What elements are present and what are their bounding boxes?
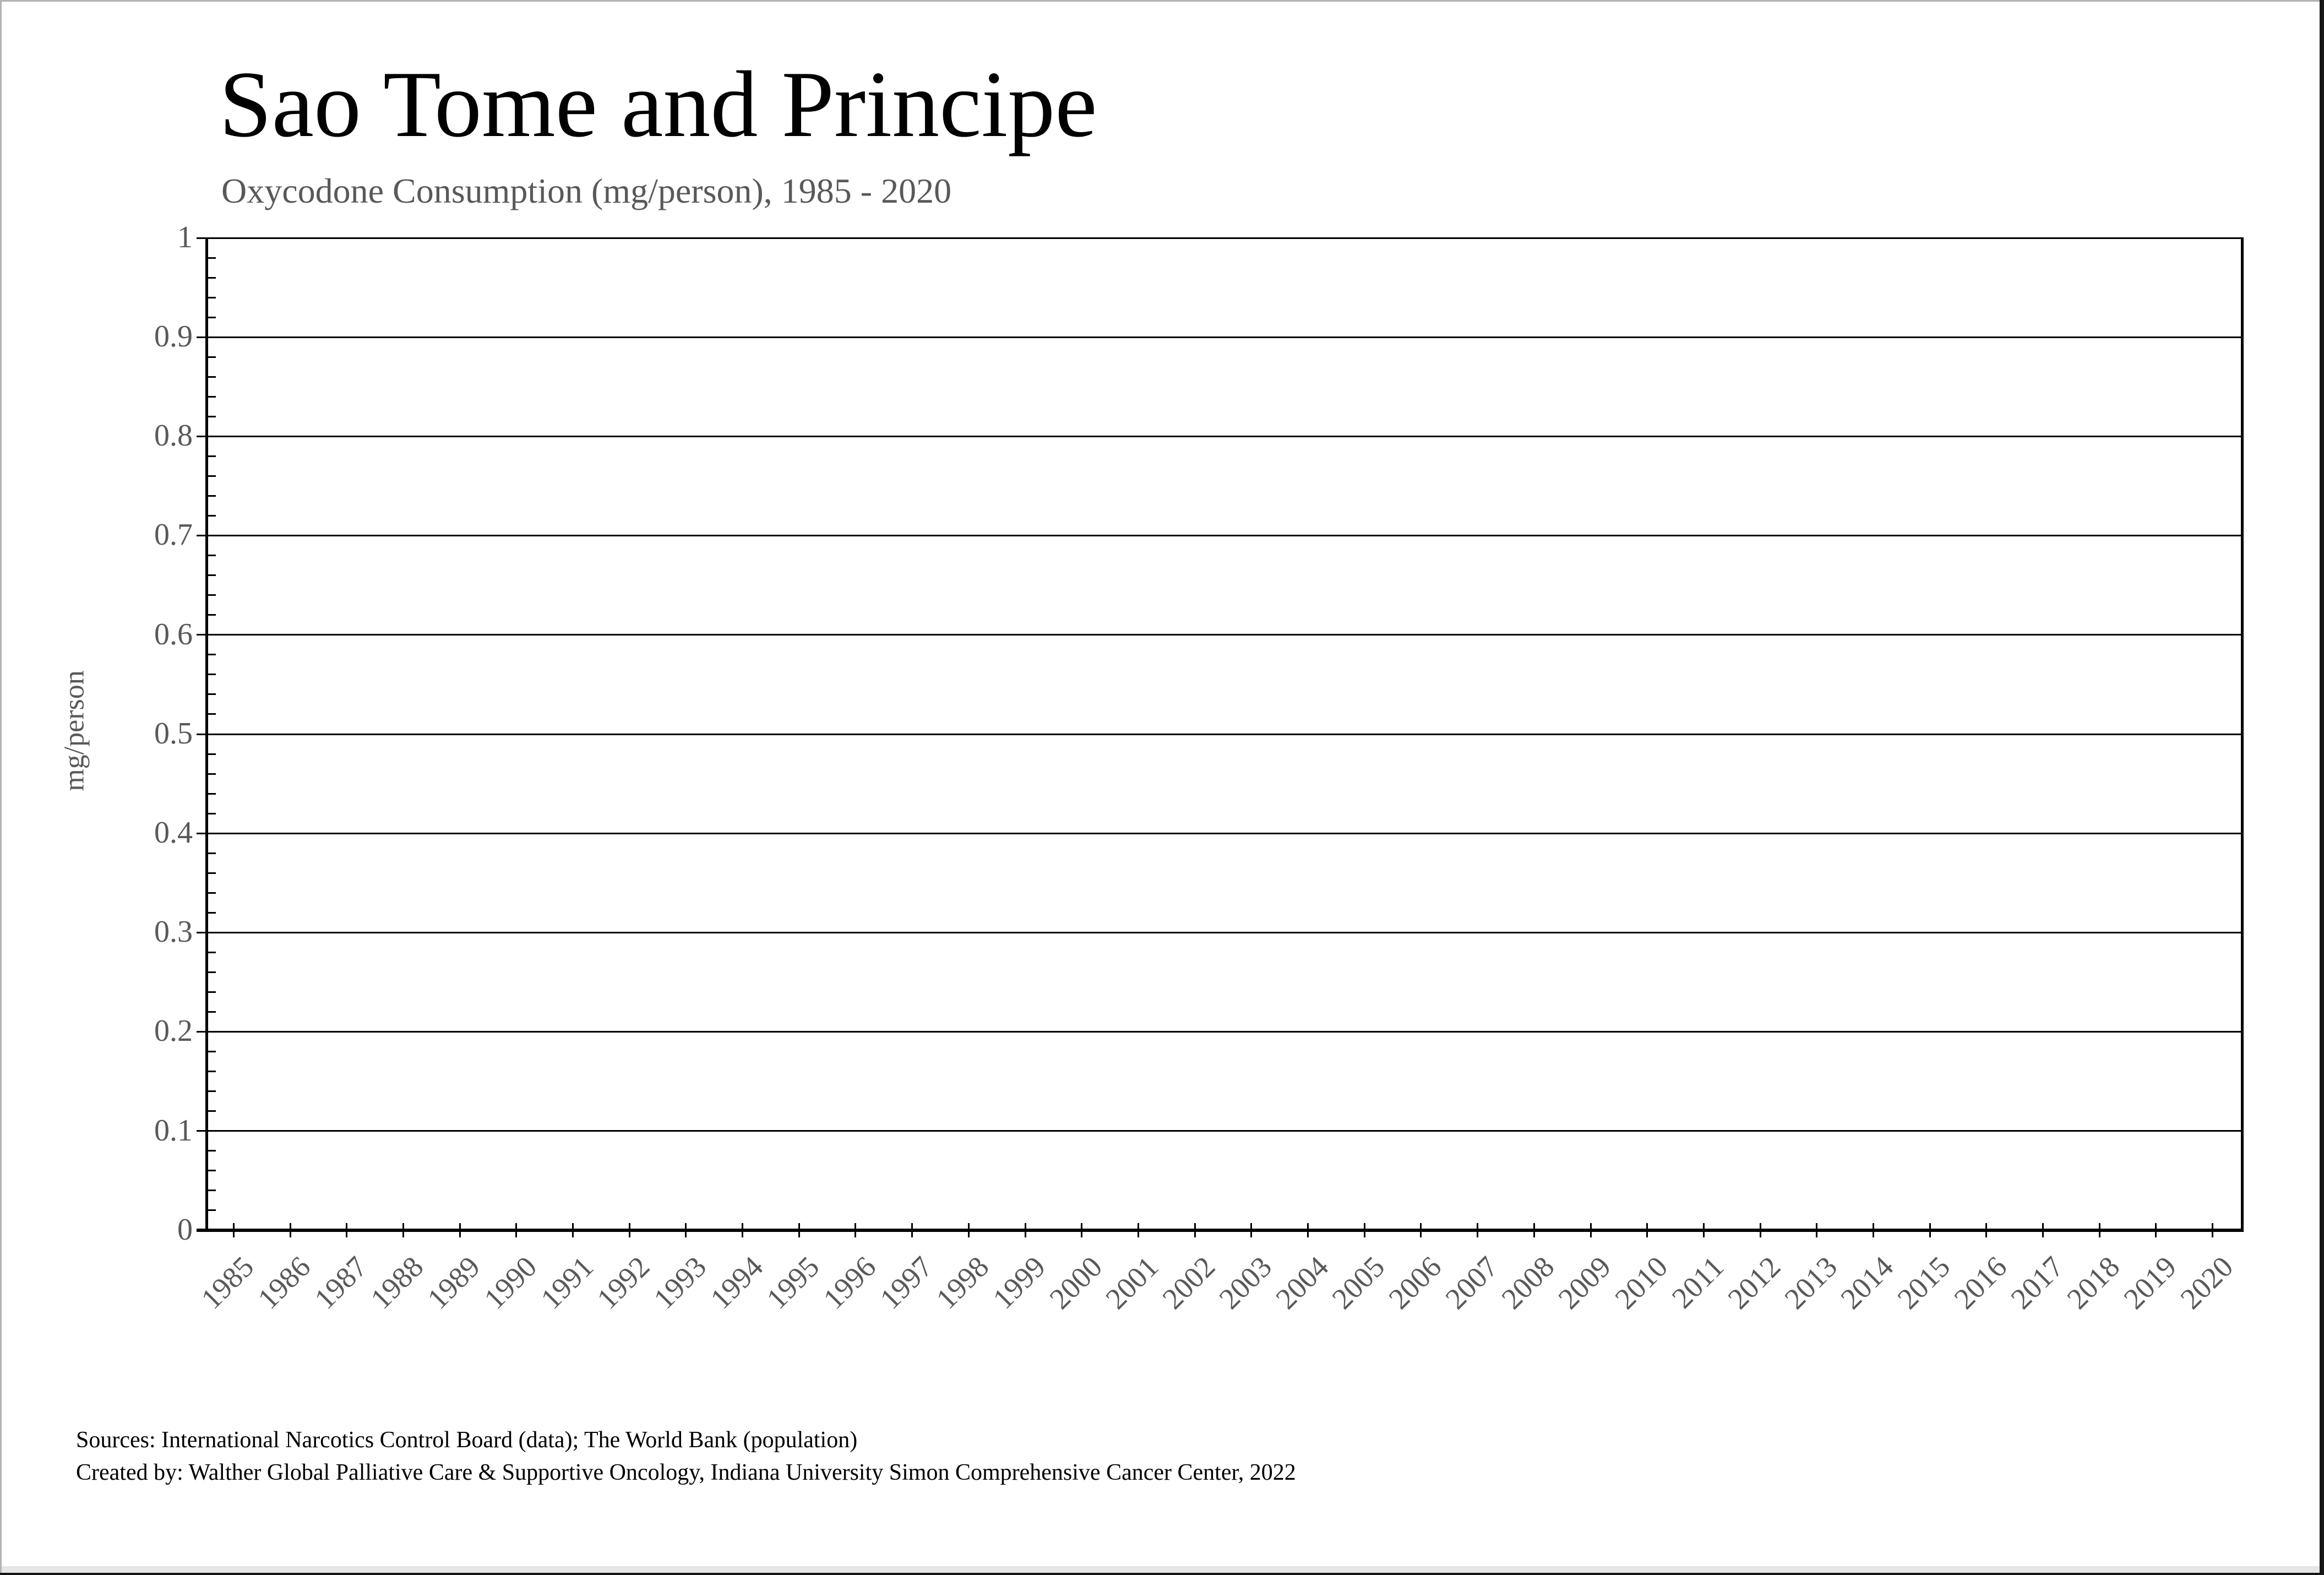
y-tick-label: 0.5 — [154, 716, 193, 751]
major-gridline — [197, 634, 2244, 636]
x-axis-tick — [1760, 1223, 1761, 1237]
x-axis-tick — [1703, 1223, 1705, 1237]
x-axis-tick — [459, 1223, 461, 1237]
x-tick-label-text: 2007 — [1439, 1250, 1505, 1316]
y-minor-tick — [208, 1190, 216, 1191]
x-axis-tick — [1985, 1223, 1987, 1237]
x-tick-label-text: 2020 — [2174, 1250, 2240, 1316]
y-minor-tick — [208, 852, 216, 854]
y-minor-tick — [208, 1051, 216, 1052]
y-minor-tick — [208, 475, 216, 477]
credit-line: Created by: Walther Global Palliative Care & Supportive Oncology, Indiana University Simon Comprehensive Cancer Center, 2022 — [76, 1460, 1296, 1485]
x-axis-tick — [968, 1223, 970, 1237]
plot-right-border — [2241, 238, 2244, 1232]
major-gridline — [197, 336, 2244, 338]
x-tick-label-text: 2008 — [1495, 1250, 1561, 1316]
x-axis-tick — [1250, 1223, 1252, 1237]
y-minor-tick — [208, 971, 216, 973]
major-gridline — [197, 734, 2244, 735]
x-tick-label-text: 1999 — [986, 1250, 1052, 1316]
page-title: Sao Tome and Principe — [219, 52, 1097, 157]
x-tick-label-text: 2014 — [1834, 1250, 1900, 1316]
y-minor-tick — [208, 1071, 216, 1072]
y-minor-tick — [208, 1011, 216, 1013]
x-axis-tick — [1081, 1223, 1082, 1237]
x-tick-label-text: 2003 — [1212, 1250, 1278, 1316]
y-minor-tick — [208, 555, 216, 556]
y-axis-line — [205, 238, 208, 1232]
x-axis-tick — [2212, 1223, 2213, 1237]
y-minor-tick — [208, 1209, 216, 1211]
major-gridline — [197, 436, 2244, 437]
y-tick-label: 0.6 — [154, 617, 193, 651]
y-tick-label: 0.7 — [154, 518, 193, 552]
x-tick-label-text: 1991 — [534, 1250, 600, 1316]
y-minor-tick — [208, 753, 216, 755]
x-tick-label-text: 2002 — [1156, 1250, 1222, 1316]
x-axis-tick — [233, 1223, 235, 1237]
x-axis-tick — [911, 1223, 913, 1237]
x-tick-label-text: 1995 — [760, 1250, 826, 1316]
x-axis-tick — [346, 1223, 347, 1237]
x-axis-tick — [1929, 1223, 1931, 1237]
x-axis-tick — [1816, 1223, 1817, 1237]
y-minor-tick — [208, 356, 216, 358]
y-minor-tick — [208, 813, 216, 814]
y-minor-tick — [208, 1090, 216, 1092]
y-minor-tick — [208, 416, 216, 417]
x-tick-label-text: 1992 — [590, 1250, 656, 1316]
x-tick-label-text: 1988 — [364, 1250, 430, 1316]
y-minor-tick — [208, 495, 216, 497]
sources-line: Sources: International Narcotics Control Board (data); The World Bank (population) — [76, 1427, 858, 1453]
x-tick-label-text: 1990 — [477, 1250, 543, 1316]
y-tick-label: 0 — [177, 1213, 193, 1247]
major-gridline — [197, 932, 2244, 933]
x-tick-label-text: 1997 — [873, 1250, 939, 1316]
y-minor-tick — [208, 952, 216, 953]
window-frame-left — [0, 0, 2, 1575]
y-minor-tick — [208, 376, 216, 378]
x-axis-tick — [798, 1223, 800, 1237]
x-axis-tick — [1194, 1223, 1196, 1237]
y-tick-label: 0.1 — [154, 1114, 193, 1148]
x-tick-label-text: 2016 — [1947, 1250, 2013, 1316]
x-axis-tick — [2155, 1223, 2157, 1237]
x-axis-tick — [2042, 1223, 2044, 1237]
y-minor-tick — [208, 396, 216, 398]
x-tick-label-text: 2013 — [1778, 1250, 1844, 1316]
x-axis-tick — [572, 1223, 574, 1237]
y-minor-tick — [208, 713, 216, 715]
y-axis-title-text: mg/person — [58, 670, 90, 791]
x-tick-label-text: 2005 — [1325, 1250, 1391, 1316]
x-tick-label-text: 2004 — [1269, 1250, 1335, 1316]
x-axis-tick — [290, 1223, 291, 1237]
source-note — [76, 1424, 1296, 1489]
x-tick-label-text: 2012 — [1721, 1250, 1787, 1316]
y-minor-tick — [208, 257, 216, 259]
y-minor-tick — [208, 773, 216, 775]
x-axis-tick — [1307, 1223, 1309, 1237]
y-minor-tick — [208, 892, 216, 894]
x-tick-label-text: 2010 — [1608, 1250, 1674, 1316]
y-minor-tick — [208, 654, 216, 655]
y-minor-tick — [208, 912, 216, 914]
x-tick-label-text: 2015 — [1891, 1250, 1957, 1316]
x-axis-tick — [685, 1223, 687, 1237]
window-bottom-edge — [0, 1573, 2324, 1575]
window-right-edge — [2320, 0, 2324, 1575]
x-axis-line — [197, 1229, 2244, 1232]
x-tick-label-text: 1996 — [817, 1250, 883, 1316]
major-gridline — [197, 237, 2244, 239]
y-minor-tick — [208, 793, 216, 795]
x-axis-tick — [1533, 1223, 1535, 1237]
x-axis-tick — [629, 1223, 630, 1237]
x-axis-tick — [402, 1223, 404, 1237]
x-axis-tick — [1420, 1223, 1422, 1237]
x-tick-label-text: 1998 — [929, 1250, 995, 1316]
x-axis-tick — [1590, 1223, 1592, 1237]
y-minor-tick — [208, 991, 216, 993]
x-tick-label-text: 1993 — [647, 1250, 713, 1316]
x-tick-label-text: 2000 — [1043, 1250, 1109, 1316]
x-tick-label-text: 1986 — [251, 1250, 317, 1316]
window-frame-top — [0, 0, 2324, 2]
y-minor-tick — [208, 1170, 216, 1171]
horizontal-scrollbar-track[interactable] — [2, 1566, 2320, 1573]
x-tick-label-text: 2019 — [2117, 1250, 2183, 1316]
x-axis-tick — [1137, 1223, 1139, 1237]
y-minor-tick — [208, 455, 216, 457]
y-tick-label: 0.8 — [154, 419, 193, 453]
x-tick-label-text: 2018 — [2060, 1250, 2126, 1316]
y-tick-label: 0.9 — [154, 319, 193, 354]
y-tick-label: 1 — [177, 220, 193, 254]
major-gridline — [197, 535, 2244, 536]
y-minor-tick — [208, 614, 216, 616]
y-minor-tick — [208, 693, 216, 695]
y-minor-tick — [208, 297, 216, 298]
x-tick-label-text: 2011 — [1665, 1250, 1730, 1315]
major-gridline — [197, 1130, 2244, 1132]
y-minor-tick — [208, 674, 216, 675]
x-tick-label-text: 1985 — [194, 1250, 260, 1316]
x-axis-tick — [1025, 1223, 1026, 1237]
x-tick-label-text: 1989 — [421, 1250, 487, 1316]
chart-subtitle: Oxycodone Consumption (mg/person), 1985 - 2020 — [221, 171, 952, 210]
y-tick-label: 0.2 — [154, 1014, 193, 1048]
y-minor-tick — [208, 594, 216, 596]
major-gridline — [197, 1031, 2244, 1033]
x-tick-label-text: 2009 — [1552, 1250, 1618, 1316]
x-axis-tick — [1477, 1223, 1478, 1237]
x-axis-tick — [1646, 1223, 1648, 1237]
y-tick-label: 0.3 — [154, 915, 193, 949]
x-tick-label-text: 2017 — [2004, 1250, 2070, 1316]
x-tick-label-text: 2006 — [1382, 1250, 1448, 1316]
x-axis-tick — [1873, 1223, 1874, 1237]
y-minor-tick — [208, 317, 216, 318]
x-tick-label-text: 1994 — [704, 1250, 770, 1316]
x-axis-tick — [1364, 1223, 1365, 1237]
x-axis-tick — [515, 1223, 517, 1237]
x-axis-tick — [2099, 1223, 2100, 1237]
major-gridline — [197, 833, 2244, 834]
x-axis-tick — [855, 1223, 856, 1237]
y-minor-tick — [208, 515, 216, 517]
y-minor-tick — [208, 872, 216, 874]
y-tick-label: 0.4 — [154, 816, 193, 850]
x-axis-tick — [742, 1223, 743, 1237]
y-minor-tick — [208, 277, 216, 279]
y-minor-tick — [208, 574, 216, 576]
x-tick-label-text: 2001 — [1099, 1250, 1165, 1316]
y-minor-tick — [208, 1150, 216, 1152]
y-minor-tick — [208, 1110, 216, 1112]
x-tick-label-text: 1987 — [308, 1250, 374, 1316]
